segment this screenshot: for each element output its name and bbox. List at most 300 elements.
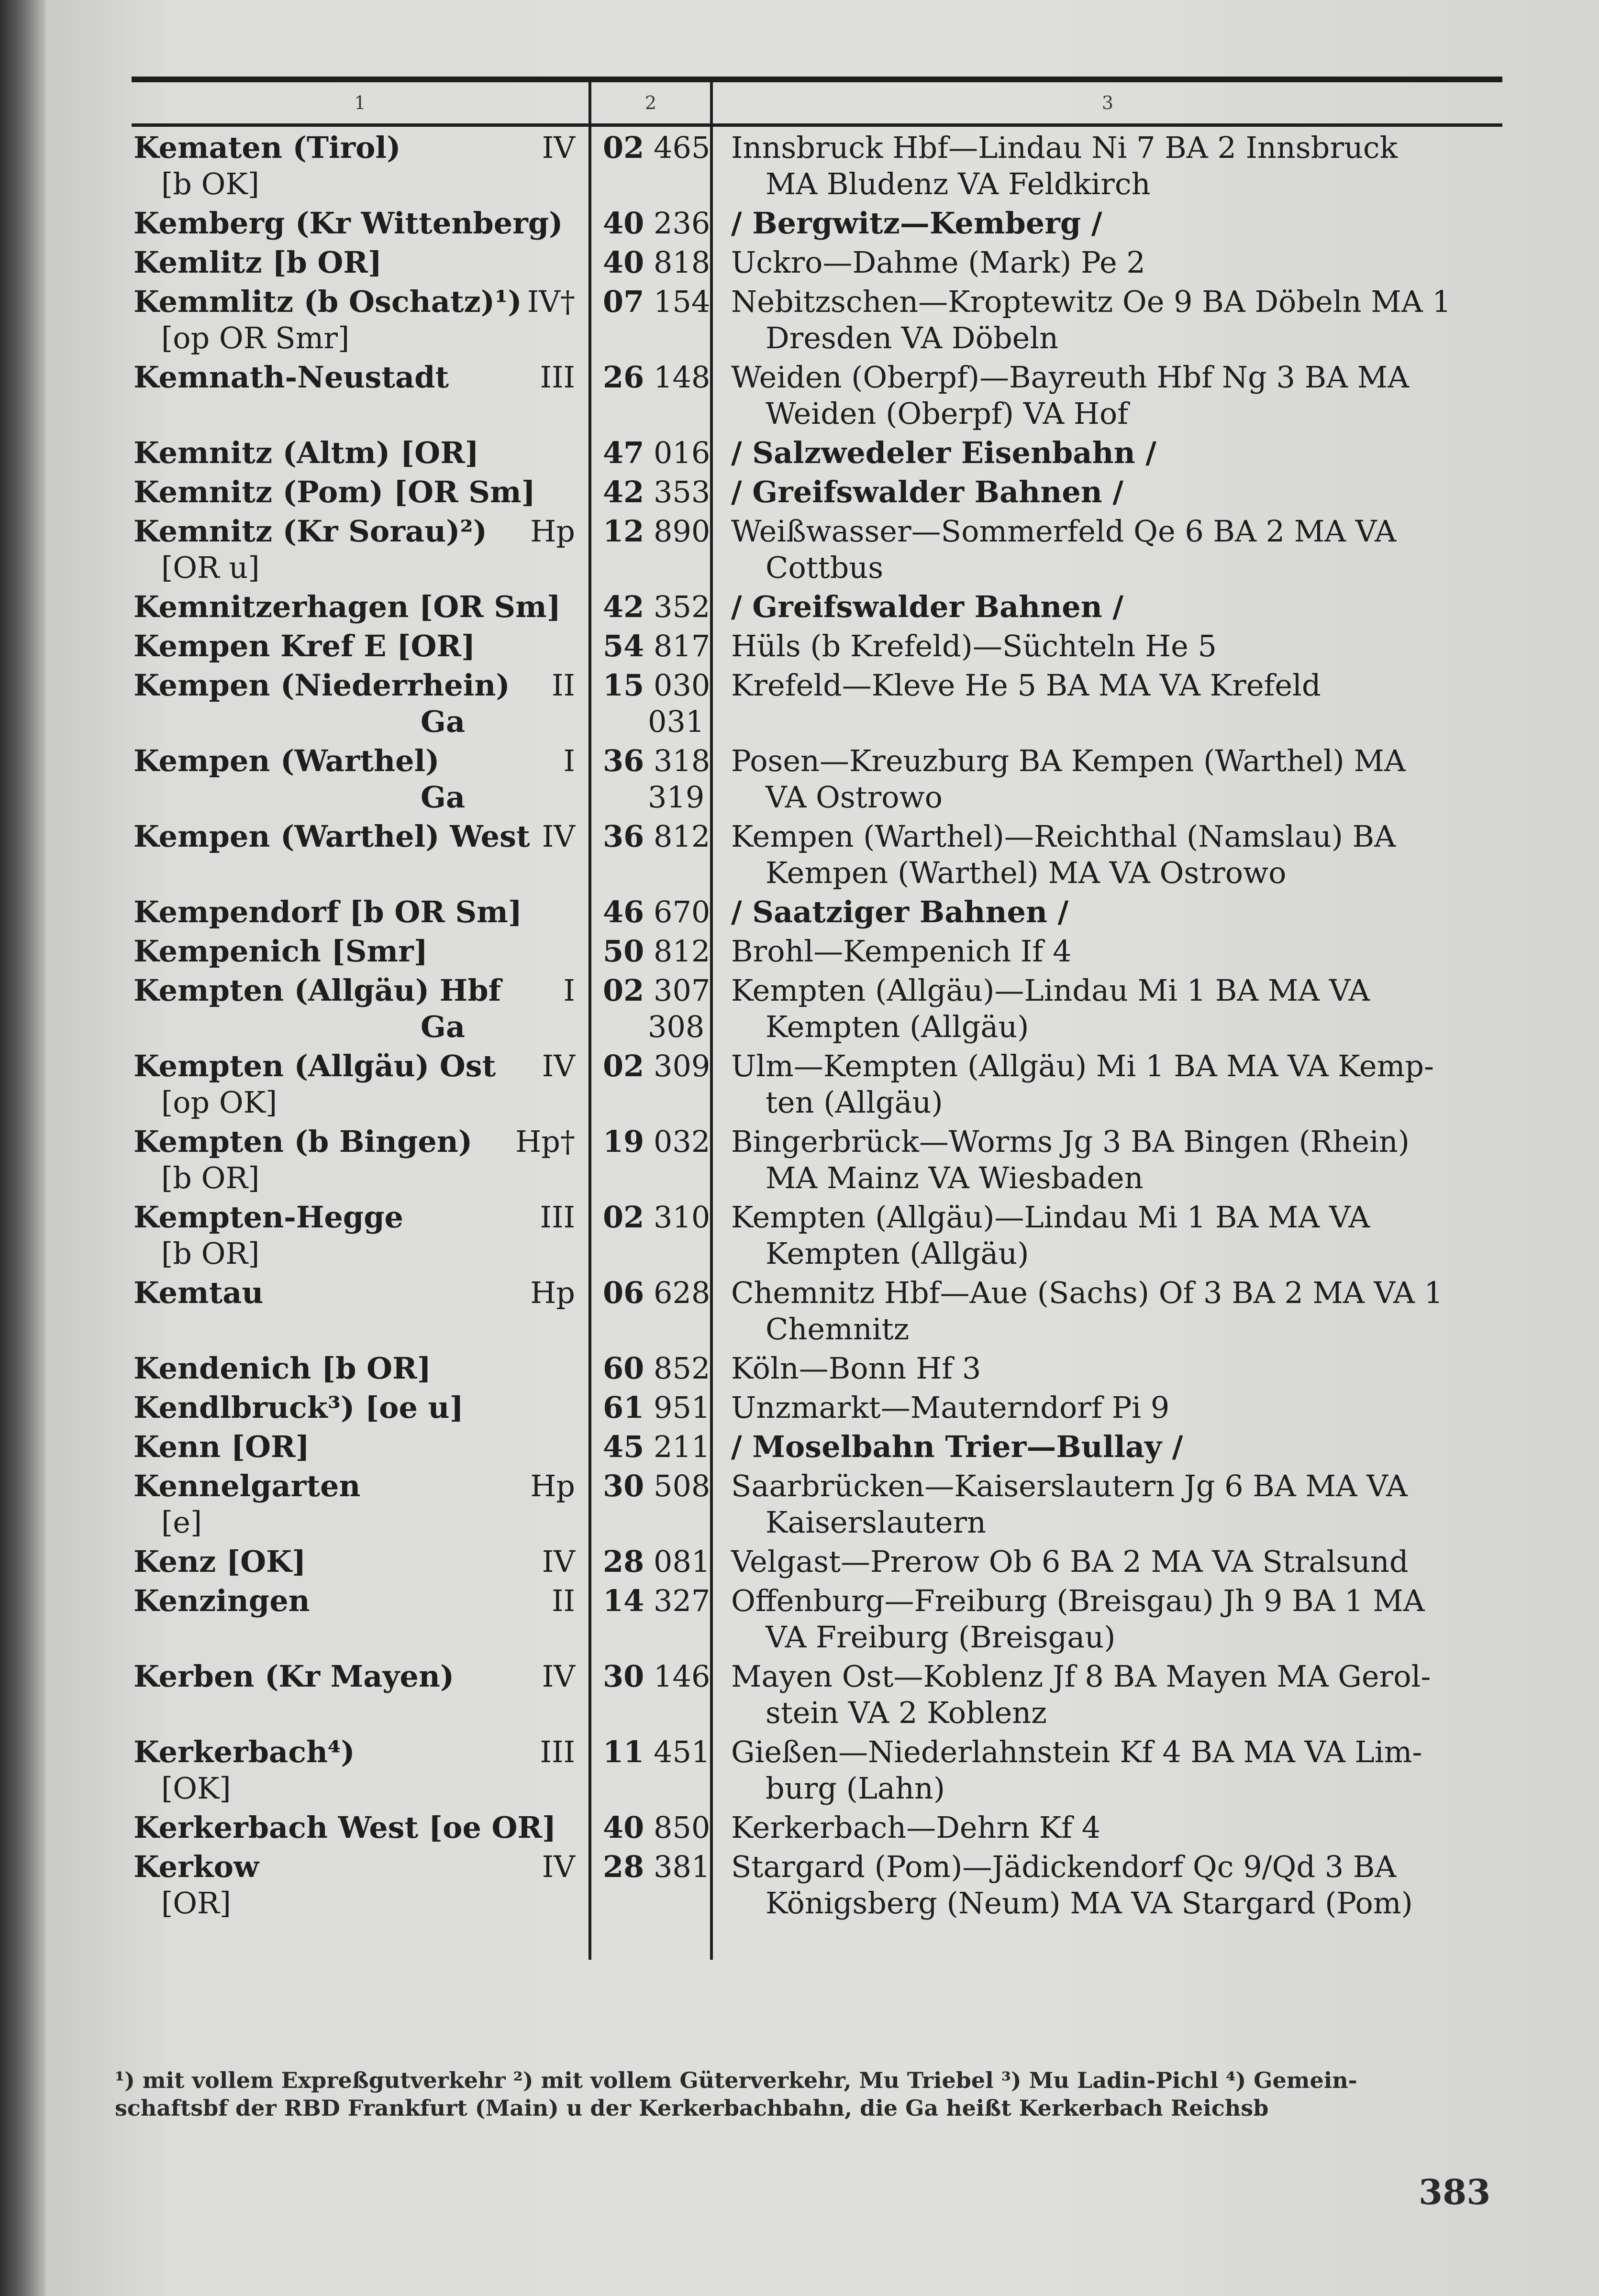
station-name: Kempten-Hegge	[133, 1200, 403, 1235]
station-cell	[132, 244, 589, 281]
station-line	[133, 818, 575, 855]
station-cell	[132, 474, 589, 510]
station-number	[603, 743, 713, 779]
station-line	[133, 743, 575, 779]
station-class: IV	[542, 1544, 575, 1579]
route-continuation: MA Mainz VA Wiesbaden	[766, 1160, 1144, 1195]
station-cell	[132, 1468, 589, 1541]
route-continuation: Dresden VA Döbeln	[766, 320, 1059, 355]
number-cell	[589, 284, 713, 356]
number-suffix-alt: 031	[648, 704, 705, 739]
station-number	[603, 1199, 713, 1236]
number-prefix: 28	[603, 1544, 644, 1579]
route-cell	[713, 589, 1502, 625]
route-cell	[713, 1734, 1502, 1807]
number-cell	[589, 130, 713, 202]
number-cell	[589, 1658, 713, 1731]
route-text: Hüls (b Krefeld)—Süchteln He 5	[731, 629, 1217, 663]
station-name: Kempen (Warthel) West	[133, 819, 530, 854]
number-cell	[589, 1810, 713, 1846]
footnote-line-1: ¹) mit vollem Expreßgutverkehr ²) mit vollem Güterverkehr, Mu Triebel ³) Mu Ladin-Pichl ⁴) Gemein-	[115, 2067, 1357, 2093]
number-suffix: 211	[654, 1429, 711, 1464]
route-cell	[713, 1390, 1502, 1426]
station-number-alt	[603, 779, 713, 816]
station-line	[133, 894, 575, 930]
station-number	[603, 359, 713, 396]
station-table	[132, 77, 1502, 1960]
route-cell	[713, 1583, 1502, 1656]
station-line	[133, 1275, 575, 1311]
route-cell	[713, 130, 1502, 202]
route-continuation: VA Ostrowo	[766, 780, 943, 815]
station-number-alt	[603, 704, 713, 740]
table-row	[132, 1580, 1502, 1656]
station-class: Hp	[530, 1275, 575, 1310]
station-notes: [b OK]	[161, 166, 259, 201]
station-class: I	[563, 743, 575, 778]
route-text: Velgast—Prerow Ob 6 BA 2 MA VA Stralsund	[731, 1544, 1409, 1579]
route-continuation: Kempten (Allgäu)	[766, 1236, 1029, 1271]
number-suffix: 465	[654, 130, 711, 165]
route-continuation: Cottbus	[766, 550, 884, 585]
number-suffix: 508	[654, 1468, 711, 1503]
number-cell	[589, 1429, 713, 1465]
station-cell	[132, 589, 589, 625]
route-cell	[713, 1048, 1502, 1121]
station-name: Kemnitz (Kr Sorau)²)	[133, 514, 487, 549]
number-prefix: 45	[603, 1429, 644, 1464]
number-prefix: 26	[603, 360, 644, 395]
table-row	[132, 1272, 1502, 1347]
station-cell	[132, 435, 589, 471]
route-text: / Saatziger Bahnen /	[731, 894, 1069, 929]
number-prefix: 40	[603, 206, 644, 241]
station-name: Kemberg (Kr Wittenberg)	[133, 206, 563, 241]
station-cell	[132, 933, 589, 970]
route-cell	[713, 1429, 1502, 1465]
number-prefix: 06	[603, 1275, 644, 1310]
number-prefix: 02	[603, 130, 644, 165]
station-class: I	[563, 973, 575, 1008]
station-line	[133, 1390, 575, 1426]
station-name: Kerkow	[133, 1849, 259, 1884]
station-cell	[132, 1275, 589, 1347]
route-cell	[713, 972, 1502, 1045]
station-class: Hp†	[515, 1124, 575, 1159]
route-continuation: MA Bludenz VA Feldkirch	[766, 166, 1151, 201]
number-cell	[589, 474, 713, 510]
station-name: Kempten (b Bingen)	[133, 1124, 473, 1159]
number-prefix: 11	[603, 1734, 644, 1769]
table-row	[132, 1807, 1502, 1846]
route-text: Kempten (Allgäu)—Lindau Mi 1 BA MA VA	[731, 973, 1370, 1008]
station-number	[603, 1468, 713, 1504]
station-class: III	[540, 360, 575, 395]
page-number: 383	[1419, 2172, 1491, 2212]
number-cell	[589, 205, 713, 242]
number-suffix: 850	[654, 1810, 711, 1845]
station-line	[133, 1048, 575, 1084]
number-prefix: 12	[603, 514, 644, 549]
number-prefix: 40	[603, 245, 644, 280]
route-text: / Moselbahn Trier—Bullay /	[731, 1429, 1183, 1464]
number-suffix: 310	[654, 1200, 711, 1235]
station-number	[603, 1544, 713, 1580]
route-cell	[713, 1199, 1502, 1272]
table-row	[132, 1121, 1502, 1196]
number-prefix: 54	[603, 629, 644, 663]
route-cell	[713, 894, 1502, 930]
route-text: Kempen (Warthel)—Reichthal (Namslau) BA	[731, 819, 1396, 854]
route-text: Unzmarkt—Mauterndorf Pi 9	[731, 1390, 1170, 1425]
table-row	[132, 970, 1502, 1045]
station-notes: [op OK]	[161, 1085, 278, 1120]
route-text: Bingerbrück—Worms Jg 3 BA Bingen (Rhein)	[731, 1124, 1410, 1159]
station-name: Kemmlitz (b Oschatz)¹)	[133, 284, 522, 319]
station-cell	[132, 359, 589, 432]
route-text: Gießen—Niederlahnstein Kf 4 BA MA VA Lim-	[731, 1734, 1422, 1769]
footnotes	[115, 2066, 1502, 2122]
station-name: Kendlbruck³) [oe u]	[133, 1390, 464, 1425]
number-prefix: 02	[603, 1049, 644, 1083]
number-cell	[589, 1048, 713, 1121]
header-col-1: 1	[354, 92, 366, 113]
station-number	[603, 667, 713, 704]
route-text: Köln—Bonn Hf 3	[731, 1351, 981, 1386]
station-number	[603, 205, 713, 242]
station-name: Kerkerbach⁴)	[133, 1734, 355, 1769]
table-row	[132, 471, 1502, 510]
station-number	[603, 1275, 713, 1311]
station-number	[603, 130, 713, 166]
station-ga: Ga	[421, 704, 466, 739]
route-cell	[713, 667, 1502, 740]
route-cell	[713, 1658, 1502, 1731]
route-text: Chemnitz Hbf—Aue (Sachs) Of 3 BA 2 MA VA 1	[731, 1275, 1443, 1310]
route-cell	[713, 513, 1502, 586]
number-suffix: 852	[654, 1351, 711, 1386]
station-line	[133, 130, 575, 166]
number-prefix: 60	[603, 1351, 644, 1386]
station-class: IV	[542, 1849, 575, 1884]
route-continuation: VA Freiburg (Breisgau)	[766, 1620, 1116, 1655]
footnote-line-2: schaftsbf der RBD Frankfurt (Main) u der Kerkerbachbahn, die Ga heißt Kerkerbach Reichsb	[115, 2095, 1269, 2121]
route-continuation: stein VA 2 Koblenz	[766, 1695, 1047, 1730]
station-line	[133, 244, 575, 281]
station-number	[603, 474, 713, 510]
station-notes: [OK]	[161, 1771, 231, 1806]
number-suffix: 309	[654, 1049, 711, 1083]
table-row	[132, 1541, 1502, 1580]
station-cell	[132, 894, 589, 930]
number-cell	[589, 1544, 713, 1580]
station-name: Kemtau	[133, 1275, 264, 1310]
station-name: Kempen Kref E [OR]	[133, 629, 476, 663]
route-text: / Greifswalder Bahnen /	[731, 589, 1124, 624]
station-name: Kenzingen	[133, 1583, 310, 1618]
route-cell	[713, 1124, 1502, 1196]
station-ga: Ga	[421, 1009, 466, 1044]
table-row	[132, 664, 1502, 740]
route-text: Kempten (Allgäu)—Lindau Mi 1 BA MA VA	[731, 1200, 1370, 1235]
route-text: Stargard (Pom)—Jädickendorf Qc 9/Qd 3 BA	[731, 1849, 1397, 1884]
table-row	[132, 356, 1502, 432]
route-continuation: Kempen (Warthel) MA VA Ostrowo	[766, 855, 1287, 890]
station-cell	[132, 513, 589, 586]
station-name: Kerkerbach West [oe OR]	[133, 1810, 556, 1845]
station-name: Kennelgarten	[133, 1468, 361, 1503]
station-number	[603, 1658, 713, 1695]
station-line	[133, 513, 575, 550]
number-prefix: 02	[603, 973, 644, 1008]
table-row	[132, 127, 1502, 202]
station-class: III	[540, 1734, 575, 1769]
station-notes: [OR]	[161, 1886, 231, 1921]
station-class: IV	[542, 819, 575, 854]
station-number	[603, 894, 713, 930]
number-cell	[589, 1390, 713, 1426]
route-text: / Greifswalder Bahnen /	[731, 475, 1124, 509]
table-row	[132, 202, 1502, 242]
station-name: Kenz [OK]	[133, 1544, 306, 1579]
station-line	[133, 1734, 575, 1770]
station-line	[133, 284, 575, 320]
route-text: Brohl—Kempenich If 4	[731, 934, 1072, 969]
route-text: Weiden (Oberpf)—Bayreuth Hbf Ng 3 BA MA	[731, 360, 1409, 395]
number-prefix: 36	[603, 743, 644, 778]
number-prefix: 15	[603, 668, 644, 703]
station-cell	[132, 1124, 589, 1196]
number-cell	[589, 818, 713, 891]
station-cell	[132, 1048, 589, 1121]
route-continuation: Weiden (Oberpf) VA Hof	[766, 396, 1129, 431]
route-text: Offenburg—Freiburg (Breisgau) Jh 9 BA 1 MA	[731, 1583, 1425, 1618]
route-text: Nebitzschen—Kroptewitz Oe 9 BA Döbeln MA 1	[731, 284, 1451, 319]
station-number	[603, 1810, 713, 1846]
number-suffix: 817	[654, 629, 711, 663]
station-class: IV	[542, 130, 575, 165]
station-cell	[132, 1390, 589, 1426]
number-cell	[589, 359, 713, 432]
station-number	[603, 1429, 713, 1465]
number-prefix: 14	[603, 1583, 644, 1618]
station-cell	[132, 1849, 589, 1921]
station-line	[133, 1849, 575, 1885]
station-number-alt	[603, 1009, 713, 1045]
route-cell	[713, 818, 1502, 891]
station-line	[133, 667, 575, 704]
table-row	[132, 625, 1502, 664]
route-cell	[713, 1544, 1502, 1580]
number-cell	[589, 628, 713, 664]
number-suffix: 148	[654, 360, 711, 395]
route-text: Ulm—Kempten (Allgäu) Mi 1 BA MA VA Kemp-	[731, 1049, 1434, 1083]
route-continuation: ten (Allgäu)	[766, 1085, 943, 1120]
station-line	[133, 435, 575, 471]
number-suffix: 353	[654, 475, 711, 509]
number-cell	[589, 1583, 713, 1656]
number-cell	[589, 513, 713, 586]
number-prefix: 46	[603, 894, 644, 929]
station-class: IV	[542, 1659, 575, 1694]
station-class: II	[552, 668, 575, 703]
number-cell	[589, 1734, 713, 1807]
route-cell	[713, 244, 1502, 281]
station-notes: [e]	[161, 1505, 202, 1540]
station-cell	[132, 1429, 589, 1465]
station-notes: [OR u]	[161, 550, 260, 585]
table-row	[132, 930, 1502, 970]
station-cell	[132, 1544, 589, 1580]
route-text: / Bergwitz—Kemberg /	[731, 206, 1102, 241]
table-row	[132, 1846, 1502, 1921]
route-text: Innsbruck Hbf—Lindau Ni 7 BA 2 Innsbruck	[731, 130, 1398, 165]
station-name: Kemnath-Neustadt	[133, 360, 449, 395]
book-spine-shadow	[0, 0, 45, 2296]
route-cell	[713, 284, 1502, 356]
station-number	[603, 244, 713, 281]
station-cell	[132, 1658, 589, 1731]
station-cell	[132, 667, 589, 740]
station-notes: [b OR]	[161, 1160, 260, 1195]
number-prefix: 50	[603, 934, 644, 969]
station-line	[133, 1810, 575, 1846]
station-class: IV	[542, 1049, 575, 1083]
route-cell	[713, 1810, 1502, 1846]
station-cell	[132, 205, 589, 242]
table-row	[132, 1045, 1502, 1121]
station-number	[603, 513, 713, 550]
number-suffix: 818	[654, 245, 711, 280]
station-name: Kemnitz (Pom) [OR Sm]	[133, 475, 535, 509]
number-cell	[589, 972, 713, 1045]
route-text: Posen—Kreuzburg BA Kempen (Warthel) MA	[731, 743, 1406, 778]
station-line	[133, 1544, 575, 1580]
route-text: Mayen Ost—Koblenz Jf 8 BA Mayen MA Gerol-	[731, 1659, 1431, 1694]
number-suffix: 327	[654, 1583, 711, 1618]
number-suffix: 381	[654, 1849, 711, 1884]
station-cell	[132, 628, 589, 664]
number-suffix: 451	[654, 1734, 711, 1769]
station-line	[133, 933, 575, 970]
number-prefix: 40	[603, 1810, 644, 1845]
route-cell	[713, 628, 1502, 664]
number-suffix: 081	[654, 1544, 711, 1579]
table-row	[132, 1196, 1502, 1272]
station-name: Kendenich [b OR]	[133, 1351, 432, 1386]
number-cell	[589, 933, 713, 970]
station-line	[133, 628, 575, 664]
number-prefix: 02	[603, 1200, 644, 1235]
number-cell	[589, 244, 713, 281]
station-name: Kempenich [Smr]	[133, 934, 428, 969]
station-class: IV†	[527, 284, 575, 319]
station-line	[133, 474, 575, 510]
table-row	[132, 242, 1502, 281]
station-number	[603, 1124, 713, 1160]
number-prefix: 36	[603, 819, 644, 854]
number-cell	[589, 894, 713, 930]
number-suffix: 146	[654, 1659, 711, 1694]
table-row	[132, 891, 1502, 930]
number-suffix: 318	[654, 743, 711, 778]
number-suffix: 812	[654, 819, 711, 854]
route-cell	[713, 1849, 1502, 1921]
route-cell	[713, 933, 1502, 970]
number-suffix-alt: 319	[648, 780, 705, 815]
column-divider-1	[589, 127, 591, 1960]
route-continuation: burg (Lahn)	[766, 1771, 945, 1806]
station-name: Kematen (Tirol)	[133, 130, 401, 165]
station-notes: [op OR Smr]	[161, 320, 350, 355]
station-line	[133, 1658, 575, 1695]
number-prefix: 47	[603, 435, 644, 470]
route-text: Krefeld—Kleve He 5 BA MA VA Krefeld	[731, 668, 1321, 703]
number-suffix: 628	[654, 1275, 711, 1310]
route-cell	[713, 1275, 1502, 1347]
number-prefix: 42	[603, 589, 644, 624]
route-continuation: Kaiserslautern	[766, 1505, 986, 1540]
table-header	[132, 82, 1502, 127]
route-cell	[713, 1468, 1502, 1541]
number-prefix: 28	[603, 1849, 644, 1884]
station-notes: [b OR]	[161, 1236, 260, 1271]
station-cell	[132, 1734, 589, 1807]
station-class: III	[540, 1200, 575, 1235]
number-cell	[589, 667, 713, 740]
table-row	[132, 1387, 1502, 1426]
route-text: Kerkerbach—Dehrn Kf 4	[731, 1810, 1101, 1845]
table-row	[132, 586, 1502, 625]
station-number	[603, 818, 713, 855]
table-row	[132, 1731, 1502, 1807]
station-number	[603, 972, 713, 1009]
number-cell	[589, 1468, 713, 1541]
route-cell	[713, 743, 1502, 816]
station-name: Kemnitzerhagen [OR Sm]	[133, 589, 561, 624]
number-suffix: 032	[654, 1124, 711, 1159]
number-cell	[589, 743, 713, 816]
station-class: Hp	[530, 514, 575, 549]
station-name: Kerben (Kr Mayen)	[133, 1659, 455, 1694]
station-cell	[132, 1583, 589, 1656]
station-number	[603, 435, 713, 471]
number-cell	[589, 1350, 713, 1387]
column-divider-2	[710, 127, 713, 1960]
route-cell	[713, 205, 1502, 242]
station-cell	[132, 1199, 589, 1272]
station-line	[133, 589, 575, 625]
station-number	[603, 933, 713, 970]
number-cell	[589, 1199, 713, 1272]
number-prefix: 07	[603, 284, 644, 319]
station-name: Kempendorf [b OR Sm]	[133, 894, 522, 929]
number-suffix-alt: 308	[648, 1009, 705, 1044]
route-continuation: Chemnitz	[766, 1312, 910, 1347]
station-class: II	[552, 1583, 575, 1618]
route-cell	[713, 474, 1502, 510]
route-cell	[713, 1350, 1502, 1387]
station-number	[603, 284, 713, 320]
station-number	[603, 1048, 713, 1084]
station-name: Kempten (Allgäu) Hbf	[133, 973, 501, 1008]
table-row	[132, 1426, 1502, 1465]
number-cell	[589, 1275, 713, 1347]
route-continuation: Königsberg (Neum) MA VA Stargard (Pom)	[766, 1886, 1413, 1921]
table-row	[132, 1347, 1502, 1387]
number-prefix: 30	[603, 1468, 644, 1503]
table-row	[132, 816, 1502, 891]
